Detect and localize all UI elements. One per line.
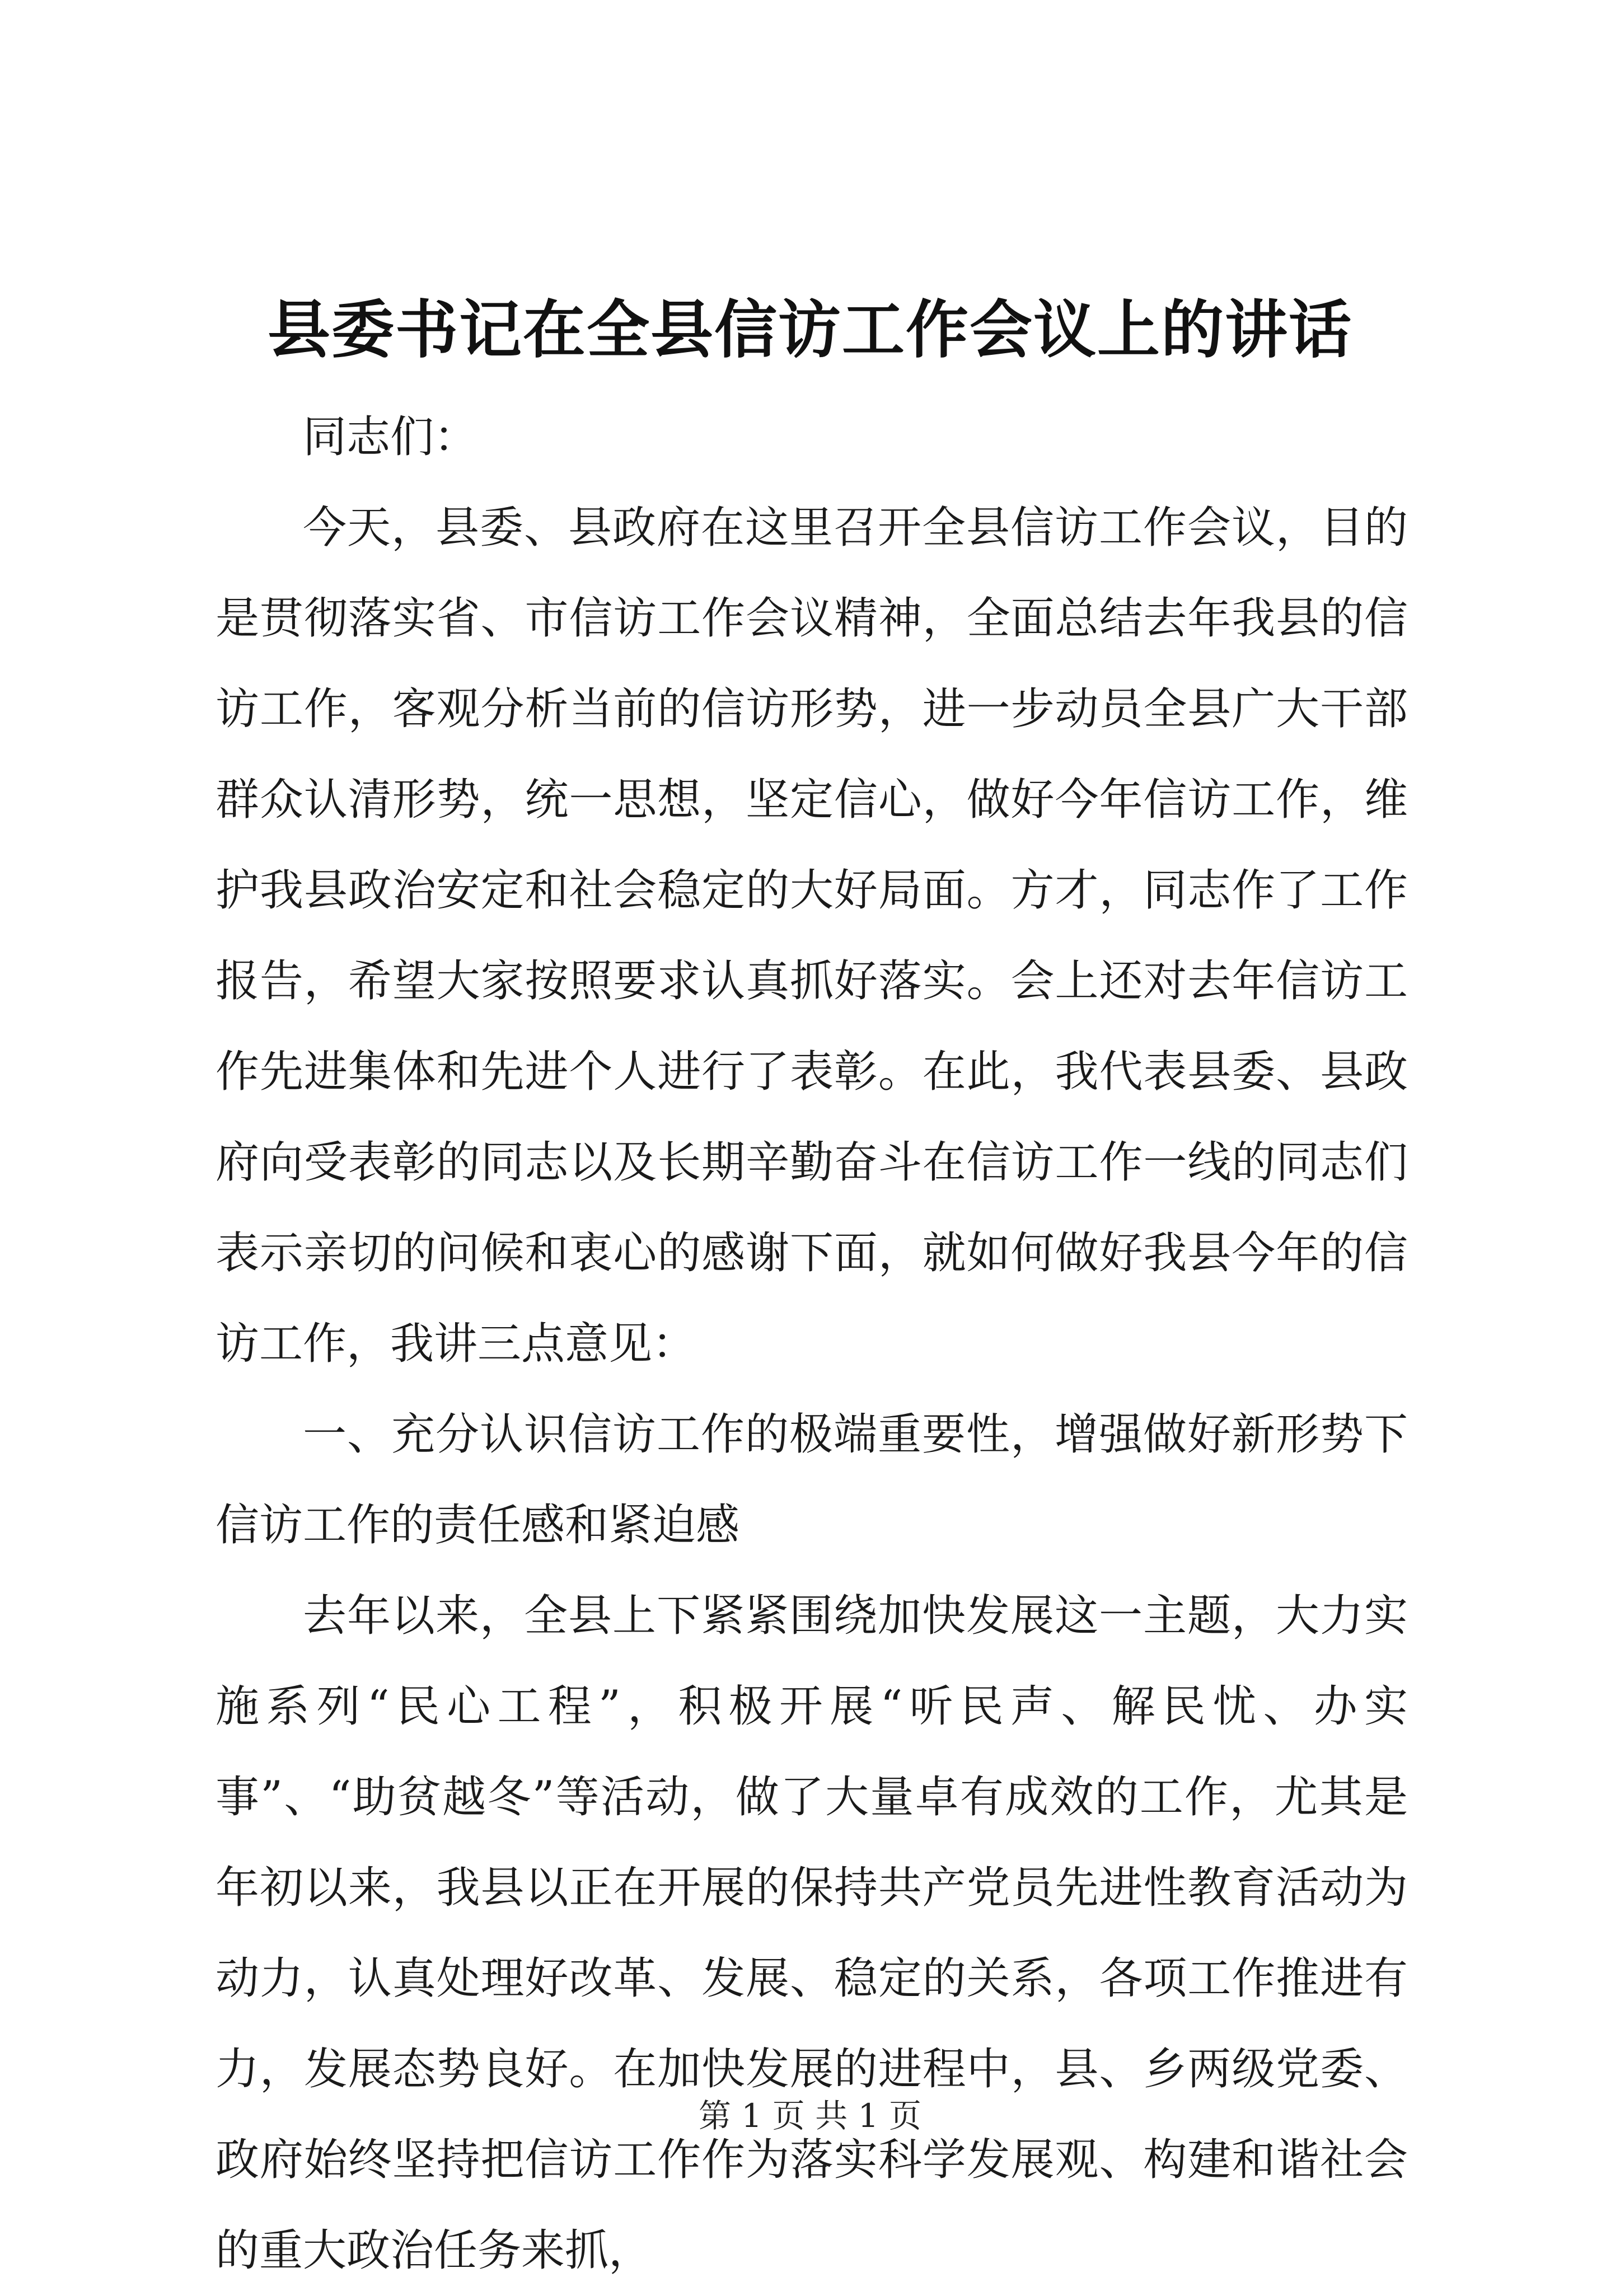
section-heading-one: 一、充分认识信访工作的极端重要性，增强做好新形势下信访工作的责任感和紧迫感 [216,1409,1408,1550]
salutation: 同志们： [303,412,478,462]
page-footer: 第 1 页 共 1 页 [699,2097,921,2135]
document-title: 县委书记在全县信访工作会议上的讲话 [268,293,1352,367]
document-body [216,392,1408,2296]
paragraph-section-one: 去年以来，全县上下紧紧围绕加快发展这一主题，大力实施系列“民心工程”，积极开展“听民声、解民忧、办实事”、“助贫越冬”等活动，做了大量卓有成效的工作，尤其是年初以来，我县以正在开展的保持共产党员先进性教育活动为动力，认真处理好改革、发展、稳定的关系，各项工作推进有力，发展态势良好。在加快发展的进程中，县、乡两级党委、政府始终坚持把信访工作作为落实科学发展观、构建和谐社会的重大政治任务来抓， [216,1591,1408,2276]
paragraph-opening: 今天，县委、县政府在这里召开全县信访工作会议，目的是贯彻落实省、市信访工作会议精神，全面总结去年我县的信访工作，客观分析当前的信访形势，进一步动员全县广大干部群众认清形势，统一思想，坚定信心，做好今年信访工作，维护我县政治安定和社会稳定的大好局面。方才，同志作了工作报告，希望大家按照要求认真抓好落实。会上还对去年信访工作先进集体和先进个人进行了表彰。在此，我代表县委、县政府向受表彰的同志以及长期辛勤奋斗在信访工作一线的同志们表示亲切的问候和衷心的感谢下面，就如何做好我县今年的信访工作，我讲三点意见： [216,503,1408,1369]
